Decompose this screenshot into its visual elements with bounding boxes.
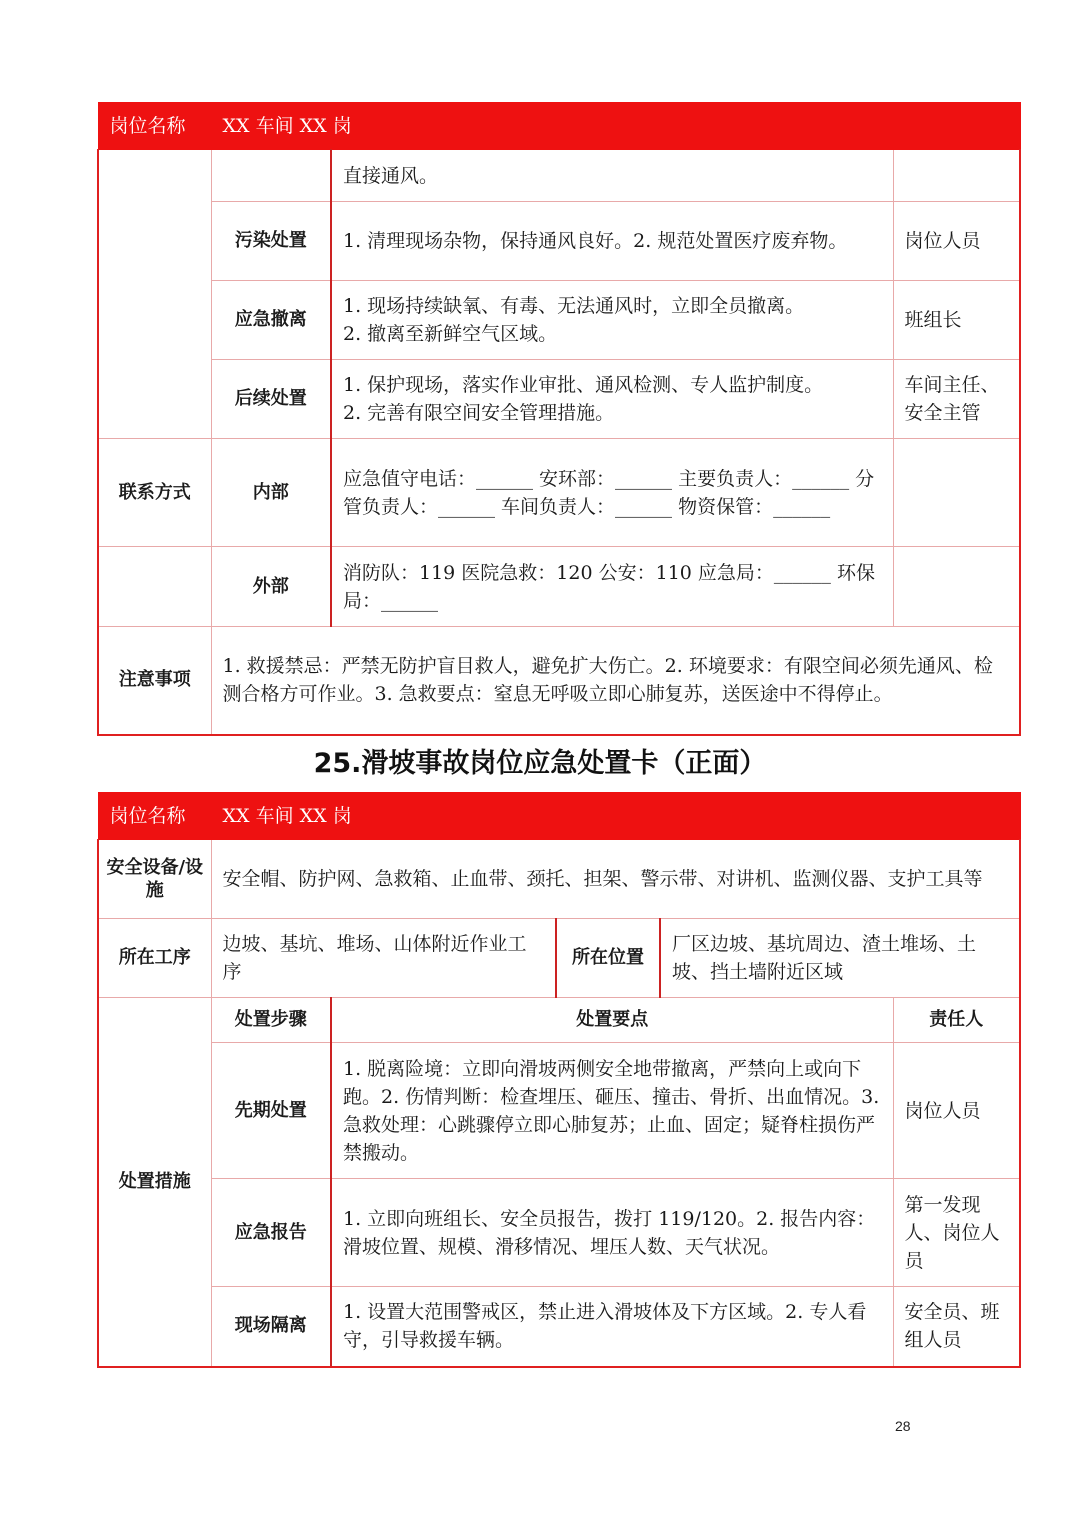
step-row <box>98 1179 1020 1287</box>
step-owner: 岗位人员 <box>893 1043 1020 1179</box>
step-name: 应急报告 <box>211 1179 331 1287</box>
step-content-line: 2. 完善有限空间安全管理措施。 <box>343 402 615 424</box>
notes-label: 注意事项 <box>98 627 211 735</box>
notes-text: 1. 救援禁忌：严禁无防护盲目救人，避免扩大伤亡。2. 环境要求：有限空间必须先通风、检测合格方可作业。3. 急救要点：窒息无呼吸立即心肺复苏，送医途中不得停止。 <box>211 627 1020 735</box>
column-step-header: 处置步骤 <box>211 998 331 1043</box>
step-name: 先期处置 <box>211 1043 331 1179</box>
step-row <box>98 360 1020 439</box>
contact-internal-label: 内部 <box>211 439 331 547</box>
step-content-line: 2. 撤离至新鲜空气区域。 <box>343 323 558 345</box>
equipment-row <box>98 840 1020 919</box>
continued-content: 直接通风。 <box>331 150 893 202</box>
step-content: 1. 立即向班组长、安全员报告，拨打 119/120。2. 报告内容：滑坡位置、规模、滑移情况、埋压人数、天气状况。 <box>331 1179 893 1287</box>
process-row <box>98 919 1020 998</box>
step-content <box>331 360 893 439</box>
step-content: 1. 脱离险境：立即向滑坡两侧安全地带撤离，严禁向上或向下跑。2. 伤情判断：检查埋压、砸压、撞击、骨折、出血情况。3. 急救处理：心跳骤停立即心肺复苏；止血、固定；疑脊柱损伤严禁搬动。 <box>331 1043 893 1179</box>
step-content-line: 1. 现场持续缺氧、有毒、无法通风时，立即全员撤离。 <box>343 295 805 317</box>
process-text: 边坡、基坑、堆场、山体附近作业工序 <box>211 919 556 998</box>
continued-row <box>98 150 1020 202</box>
step-row <box>98 202 1020 281</box>
step-name: 后续处置 <box>211 360 331 439</box>
contact-external-owner <box>893 547 1020 627</box>
step-row <box>98 1287 1020 1367</box>
step-name: 现场隔离 <box>211 1287 331 1367</box>
step-owner: 岗位人员 <box>893 202 1020 281</box>
post-name-label: 岗位名称 <box>98 793 211 840</box>
continued-owner <box>893 150 1020 202</box>
step-owner: 班组长 <box>893 281 1020 360</box>
step-row <box>98 1043 1020 1179</box>
post-name-label: 岗位名称 <box>98 103 211 150</box>
measures-header-row <box>98 998 1020 1043</box>
continued-step-cell <box>211 150 331 202</box>
step-owner: 安全员、班组人员 <box>893 1287 1020 1367</box>
contact-label-continued <box>98 547 211 627</box>
card-2 <box>97 792 1019 1368</box>
contact-internal-text: 应急值守电话：______ 安环部：______ 主要负责人：______ 分管负责人：______ 车间负责人：______ 物资保管：______ <box>331 439 893 547</box>
step-name: 应急撤离 <box>211 281 331 360</box>
card-1-header-row <box>98 103 1020 150</box>
location-text: 厂区边坡、基坑周边、渣土堆场、土坡、挡土墙附近区域 <box>660 919 1020 998</box>
step-name: 污染处置 <box>211 202 331 281</box>
contact-internal-row <box>98 439 1020 547</box>
contact-external-label: 外部 <box>211 547 331 627</box>
measures-label-continued <box>98 150 211 439</box>
equipment-label: 安全设备/设施 <box>98 840 211 919</box>
card-1 <box>97 102 1019 736</box>
page-number: 28 <box>895 1418 911 1434</box>
notes-row <box>98 627 1020 735</box>
card-2-table <box>97 792 1021 1368</box>
step-content: 1. 清理现场杂物，保持通风良好。2. 规范处置医疗废弃物。 <box>331 202 893 281</box>
card-2-title: 25.滑坡事故岗位应急处置卡（正面） <box>313 748 767 779</box>
card-2-header-row <box>98 793 1020 840</box>
step-row <box>98 281 1020 360</box>
step-content <box>331 281 893 360</box>
column-owner-header: 责任人 <box>893 998 1020 1043</box>
post-name-value: XX 车间 XX 岗 <box>211 793 1020 840</box>
step-content: 1. 设置大范围警戒区，禁止进入滑坡体及下方区域。2. 专人看守，引导救援车辆。 <box>331 1287 893 1367</box>
step-content-line: 1. 保护现场，落实作业审批、通风检测、专人监护制度。 <box>343 374 824 396</box>
post-name-value: XX 车间 XX 岗 <box>211 103 1020 150</box>
step-owner: 车间主任、安全主管 <box>893 360 1020 439</box>
column-points-header: 处置要点 <box>331 998 893 1043</box>
contact-external-row <box>98 547 1020 627</box>
card-1-table <box>97 102 1021 736</box>
equipment-text: 安全帽、防护网、急救箱、止血带、颈托、担架、警示带、对讲机、监测仪器、支护工具等 <box>211 840 1020 919</box>
contact-label: 联系方式 <box>98 439 211 547</box>
measures-label: 处置措施 <box>98 998 211 1367</box>
location-label: 所在位置 <box>556 919 660 998</box>
contact-external-text: 消防队：119 医院急救：120 公安：110 应急局：______ 环保局：______ <box>331 547 893 627</box>
contact-internal-owner <box>893 439 1020 547</box>
process-label: 所在工序 <box>98 919 211 998</box>
step-owner: 第一发现人、岗位人员 <box>893 1179 1020 1287</box>
